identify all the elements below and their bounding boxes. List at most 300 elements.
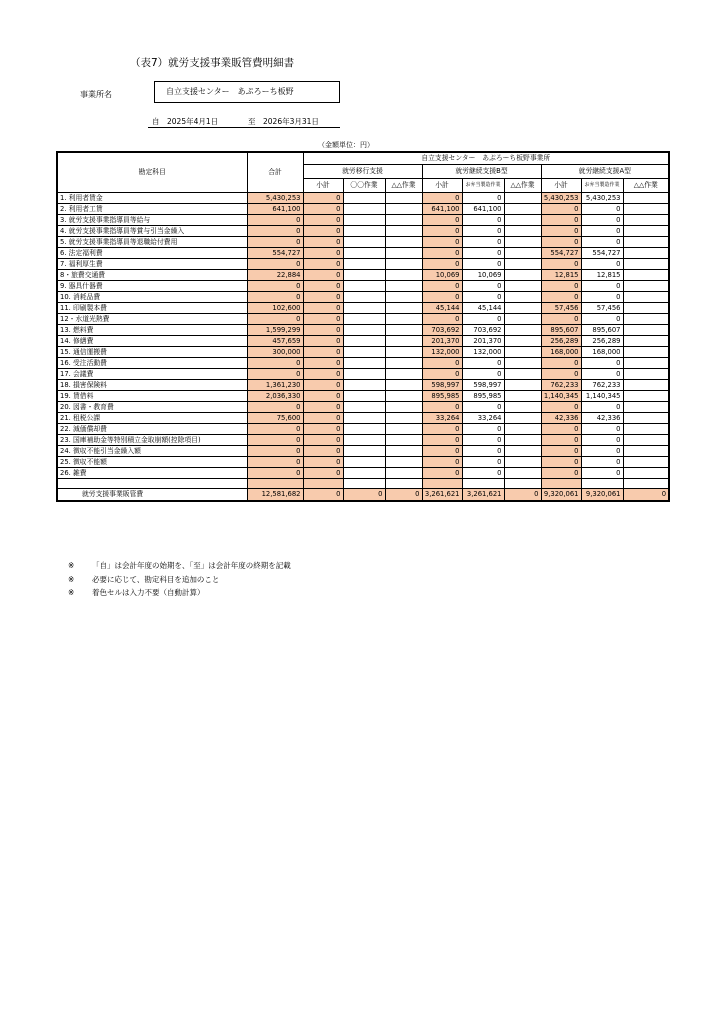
account-name: 24. 徴収不能引当金繰入額 <box>57 445 247 456</box>
type-b-work-2[interactable] <box>504 401 541 412</box>
transition-work-1[interactable] <box>343 346 385 357</box>
type-a-bento[interactable]: 0 <box>581 445 623 456</box>
total-row-transition-work-2: 0 <box>385 488 422 501</box>
type-b-work-2[interactable] <box>504 247 541 258</box>
type-a-work-2[interactable] <box>623 225 669 236</box>
type-a-bento[interactable]: 0 <box>581 236 623 247</box>
transition-work-2[interactable] <box>385 247 422 258</box>
account-name: 16. 受注活動費 <box>57 357 247 368</box>
account-name: 13. 燃料費 <box>57 324 247 335</box>
type-a-subtotal: 0 <box>541 225 581 236</box>
total-row-type-b-work-2: 0 <box>504 488 541 501</box>
type-b-bento[interactable]: 0 <box>462 368 504 379</box>
type-b-bento[interactable]: 132,000 <box>462 346 504 357</box>
header-work: 〇〇作業 <box>343 178 385 192</box>
type-b-subtotal: 45,144 <box>422 302 462 313</box>
transition-work-1[interactable] <box>343 192 385 203</box>
note-mark: ※ <box>68 574 75 584</box>
type-a-work-2[interactable] <box>623 269 669 280</box>
table-row <box>57 247 669 258</box>
note-mark: ※ <box>68 561 75 570</box>
table-row <box>57 346 669 357</box>
type-a-bento[interactable]: 0 <box>581 214 623 225</box>
transition-work-2[interactable] <box>385 357 422 368</box>
table-row <box>57 203 669 214</box>
type-b-bento[interactable]: 0 <box>462 247 504 258</box>
total-row-type-b-subtotal: 3,261,621 <box>422 488 462 501</box>
type-a-bento[interactable]: 0 <box>581 313 623 324</box>
total-value: 457,659 <box>247 335 303 346</box>
header-group-transition: 就労移行支援 <box>303 164 422 178</box>
type-a-bento[interactable]: 895,607 <box>581 324 623 335</box>
type-b-subtotal: 0 <box>422 445 462 456</box>
transition-work-1[interactable] <box>343 379 385 390</box>
account-name: 9. 器具什器費 <box>57 280 247 291</box>
transition-work-1[interactable] <box>343 357 385 368</box>
transition-work-2[interactable] <box>385 346 422 357</box>
header-work: △△作業 <box>504 178 541 192</box>
transition-work-1[interactable] <box>343 324 385 335</box>
type-b-subtotal: 703,692 <box>422 324 462 335</box>
type-a-subtotal: 0 <box>541 313 581 324</box>
type-b-bento[interactable]: 895,985 <box>462 390 504 401</box>
transition-work-2[interactable] <box>385 445 422 456</box>
type-a-work-2[interactable] <box>623 313 669 324</box>
note-text: 必要に応じて、勘定科目を追加のこと <box>92 574 220 584</box>
type-a-work-2[interactable] <box>623 412 669 423</box>
type-b-bento[interactable]: 0 <box>462 445 504 456</box>
blank-cell <box>581 478 623 488</box>
transition-work-1[interactable] <box>343 368 385 379</box>
type-b-work-2[interactable] <box>504 412 541 423</box>
type-a-bento[interactable]: 168,000 <box>581 346 623 357</box>
period-range <box>148 115 340 128</box>
transition-work-2[interactable] <box>385 291 422 302</box>
type-b-work-2[interactable] <box>504 368 541 379</box>
type-b-subtotal: 0 <box>422 313 462 324</box>
transition-work-2[interactable] <box>385 390 422 401</box>
type-b-bento[interactable]: 0 <box>462 357 504 368</box>
transition-subtotal: 0 <box>303 456 343 467</box>
type-b-work-2[interactable] <box>504 269 541 280</box>
type-b-work-2[interactable] <box>504 313 541 324</box>
type-b-subtotal: 201,370 <box>422 335 462 346</box>
account-name: 25. 徴収不能額 <box>57 456 247 467</box>
type-a-bento[interactable]: 0 <box>581 280 623 291</box>
type-a-subtotal: 0 <box>541 467 581 478</box>
type-b-bento[interactable]: 0 <box>462 313 504 324</box>
currency-unit: （金額単位：円） <box>318 141 374 149</box>
type-a-bento[interactable]: 0 <box>581 456 623 467</box>
total-value: 75,600 <box>247 412 303 423</box>
type-b-bento[interactable]: 0 <box>462 467 504 478</box>
type-b-work-2[interactable] <box>504 192 541 203</box>
header-group-type-b: 就労継続支援B型 <box>422 164 541 178</box>
type-b-work-2[interactable] <box>504 203 541 214</box>
table-row <box>57 368 669 379</box>
type-a-subtotal: 256,289 <box>541 335 581 346</box>
type-b-work-2[interactable] <box>504 214 541 225</box>
type-b-work-2[interactable] <box>504 346 541 357</box>
type-b-bento[interactable]: 0 <box>462 258 504 269</box>
transition-work-1[interactable] <box>343 236 385 247</box>
type-a-work-2[interactable] <box>623 390 669 401</box>
type-b-bento[interactable]: 0 <box>462 280 504 291</box>
type-a-subtotal: 895,607 <box>541 324 581 335</box>
type-b-bento[interactable]: 0 <box>462 214 504 225</box>
type-b-subtotal: 0 <box>422 247 462 258</box>
account-name: 12・水道光熱費 <box>57 313 247 324</box>
type-b-bento[interactable]: 0 <box>462 456 504 467</box>
account-name: 1. 利用者賃金 <box>57 192 247 203</box>
type-b-work-2[interactable] <box>504 379 541 390</box>
transition-work-2[interactable] <box>385 368 422 379</box>
transition-subtotal: 0 <box>303 313 343 324</box>
type-b-bento[interactable]: 641,100 <box>462 203 504 214</box>
total-value: 0 <box>247 214 303 225</box>
account-name: 2. 利用者工賃 <box>57 203 247 214</box>
type-b-work-2[interactable] <box>504 434 541 445</box>
type-b-bento[interactable]: 0 <box>462 236 504 247</box>
type-b-work-2[interactable] <box>504 236 541 247</box>
expense-table <box>56 151 670 502</box>
transition-work-1[interactable] <box>343 467 385 478</box>
account-name: 26. 雑費 <box>57 467 247 478</box>
transition-subtotal: 0 <box>303 302 343 313</box>
type-a-work-2[interactable] <box>623 434 669 445</box>
type-a-work-2[interactable] <box>623 346 669 357</box>
type-b-bento[interactable]: 33,264 <box>462 412 504 423</box>
transition-work-2[interactable] <box>385 324 422 335</box>
transition-subtotal: 0 <box>303 258 343 269</box>
transition-subtotal: 0 <box>303 225 343 236</box>
type-a-work-2[interactable] <box>623 236 669 247</box>
transition-work-2[interactable] <box>385 214 422 225</box>
type-a-work-2[interactable] <box>623 324 669 335</box>
type-a-work-2[interactable] <box>623 192 669 203</box>
type-b-work-2[interactable] <box>504 456 541 467</box>
transition-work-2[interactable] <box>385 423 422 434</box>
transition-subtotal: 0 <box>303 280 343 291</box>
account-name: 19. 賃借料 <box>57 390 247 401</box>
total-value: 5,430,253 <box>247 192 303 203</box>
account-name: 18. 損害保険料 <box>57 379 247 390</box>
note-item <box>68 586 291 600</box>
transition-subtotal: 0 <box>303 324 343 335</box>
header-work: △△作業 <box>385 178 422 192</box>
type-b-subtotal: 132,000 <box>422 346 462 357</box>
type-b-subtotal: 0 <box>422 357 462 368</box>
type-b-bento[interactable]: 0 <box>462 423 504 434</box>
total-row-transition-work-1: 0 <box>343 488 385 501</box>
transition-work-2[interactable] <box>385 412 422 423</box>
transition-work-1[interactable] <box>343 412 385 423</box>
blank-cell <box>422 478 462 488</box>
blank-cell <box>343 478 385 488</box>
blank-cell <box>504 478 541 488</box>
type-b-work-2[interactable] <box>504 357 541 368</box>
account-name: 20. 図書・教育費 <box>57 401 247 412</box>
type-a-subtotal: 12,815 <box>541 269 581 280</box>
type-b-bento[interactable]: 703,692 <box>462 324 504 335</box>
header-subtotal: 小計 <box>422 178 462 192</box>
type-a-work-2[interactable] <box>623 335 669 346</box>
blank-row <box>57 478 669 488</box>
transition-work-1[interactable] <box>343 203 385 214</box>
type-a-subtotal: 0 <box>541 258 581 269</box>
account-name: 4. 就労支援事業指導員等賞与引当金繰入 <box>57 225 247 236</box>
table-row <box>57 379 669 390</box>
type-a-work-2[interactable] <box>623 423 669 434</box>
transition-work-1[interactable] <box>343 335 385 346</box>
table-row <box>57 269 669 280</box>
type-b-subtotal: 0 <box>422 236 462 247</box>
type-b-bento[interactable]: 0 <box>462 225 504 236</box>
transition-subtotal: 0 <box>303 412 343 423</box>
type-a-subtotal: 0 <box>541 291 581 302</box>
type-a-bento[interactable]: 1,140,345 <box>581 390 623 401</box>
type-b-bento[interactable]: 45,144 <box>462 302 504 313</box>
transition-work-2[interactable] <box>385 313 422 324</box>
account-name: 17. 会議費 <box>57 368 247 379</box>
type-b-subtotal: 0 <box>422 368 462 379</box>
type-b-bento[interactable]: 0 <box>462 401 504 412</box>
blank-cell <box>462 478 504 488</box>
header-group-type-a: 就労継続支援A型 <box>541 164 669 178</box>
transition-work-2[interactable] <box>385 236 422 247</box>
type-a-work-2[interactable] <box>623 467 669 478</box>
type-b-subtotal: 0 <box>422 258 462 269</box>
type-a-bento[interactable]: 762,233 <box>581 379 623 390</box>
transition-work-1[interactable] <box>343 280 385 291</box>
type-b-subtotal: 0 <box>422 291 462 302</box>
blank-cell <box>541 478 581 488</box>
transition-work-1[interactable] <box>343 423 385 434</box>
transition-work-2[interactable] <box>385 269 422 280</box>
transition-work-2[interactable] <box>385 192 422 203</box>
total-value: 554,727 <box>247 247 303 258</box>
office-label: 事業所名 <box>80 90 112 99</box>
table-row <box>57 291 669 302</box>
total-value: 0 <box>247 313 303 324</box>
type-b-work-2[interactable] <box>504 302 541 313</box>
type-a-bento[interactable]: 0 <box>581 368 623 379</box>
transition-work-1[interactable] <box>343 247 385 258</box>
header-facility: 自立支援センター あぷろーち板野事業所 <box>303 152 669 164</box>
type-a-work-2[interactable] <box>623 214 669 225</box>
total-value: 0 <box>247 357 303 368</box>
total-value: 102,600 <box>247 302 303 313</box>
account-name: 14. 修繕費 <box>57 335 247 346</box>
type-b-work-2[interactable] <box>504 280 541 291</box>
type-a-work-2[interactable] <box>623 379 669 390</box>
table-row <box>57 434 669 445</box>
transition-work-1[interactable] <box>343 269 385 280</box>
transition-subtotal: 0 <box>303 214 343 225</box>
type-b-bento[interactable]: 0 <box>462 192 504 203</box>
total-value: 0 <box>247 258 303 269</box>
office-name-field[interactable]: 自立支援センター あぷろーち板野 <box>154 81 340 103</box>
type-a-subtotal: 42,336 <box>541 412 581 423</box>
type-a-subtotal: 0 <box>541 236 581 247</box>
account-name: 10. 消耗品費 <box>57 291 247 302</box>
type-a-bento[interactable]: 0 <box>581 258 623 269</box>
type-b-subtotal: 0 <box>422 467 462 478</box>
type-a-subtotal: 0 <box>541 368 581 379</box>
type-b-work-2[interactable] <box>504 291 541 302</box>
type-a-bento[interactable]: 12,815 <box>581 269 623 280</box>
transition-work-2[interactable] <box>385 456 422 467</box>
transition-work-1[interactable] <box>343 401 385 412</box>
transition-work-1[interactable] <box>343 258 385 269</box>
type-a-bento[interactable]: 0 <box>581 203 623 214</box>
type-a-bento[interactable]: 256,289 <box>581 335 623 346</box>
type-a-subtotal: 0 <box>541 203 581 214</box>
transition-work-2[interactable] <box>385 203 422 214</box>
account-name: 7. 福利厚生費 <box>57 258 247 269</box>
type-b-bento[interactable]: 10,069 <box>462 269 504 280</box>
type-a-bento[interactable]: 0 <box>581 225 623 236</box>
header-subtotal: 小計 <box>303 178 343 192</box>
table-row <box>57 467 669 478</box>
type-a-bento[interactable]: 0 <box>581 434 623 445</box>
header-subtotal: 小計 <box>541 178 581 192</box>
type-b-subtotal: 0 <box>422 214 462 225</box>
transition-work-2[interactable] <box>385 302 422 313</box>
type-a-work-2[interactable] <box>623 445 669 456</box>
type-a-bento[interactable]: 554,727 <box>581 247 623 258</box>
account-name: 8・旅費交通費 <box>57 269 247 280</box>
type-a-work-2[interactable] <box>623 401 669 412</box>
total-value: 1,361,230 <box>247 379 303 390</box>
note-text: 「自」は会計年度の始期を、「至」は会計年度の終期を記載 <box>92 561 291 570</box>
table-row <box>57 225 669 236</box>
table-row <box>57 335 669 346</box>
type-b-work-2[interactable] <box>504 225 541 236</box>
type-a-work-2[interactable] <box>623 280 669 291</box>
transition-work-2[interactable] <box>385 258 422 269</box>
type-a-work-2[interactable] <box>623 302 669 313</box>
period-to: 至 2026年3月31日 <box>248 117 319 126</box>
total-row-type-a-subtotal: 9,320,061 <box>541 488 581 501</box>
type-b-subtotal: 10,069 <box>422 269 462 280</box>
type-b-work-2[interactable] <box>504 423 541 434</box>
type-a-bento[interactable]: 0 <box>581 401 623 412</box>
type-b-work-2[interactable] <box>504 390 541 401</box>
table-row <box>57 258 669 269</box>
note-item <box>68 559 291 573</box>
total-row-type-a-work-2: 0 <box>623 488 669 501</box>
table-row <box>57 302 669 313</box>
type-a-bento[interactable]: 57,456 <box>581 302 623 313</box>
type-a-work-2[interactable] <box>623 258 669 269</box>
type-b-bento[interactable]: 0 <box>462 291 504 302</box>
type-a-work-2[interactable] <box>623 247 669 258</box>
type-b-bento[interactable]: 0 <box>462 434 504 445</box>
note-mark: ※ <box>68 588 75 597</box>
transition-subtotal: 0 <box>303 467 343 478</box>
type-b-bento[interactable]: 201,370 <box>462 335 504 346</box>
type-a-bento[interactable]: 0 <box>581 357 623 368</box>
period-from: 自 2025年4月1日 <box>152 117 219 126</box>
type-a-bento[interactable]: 42,336 <box>581 412 623 423</box>
type-a-subtotal: 0 <box>541 214 581 225</box>
type-a-work-2[interactable] <box>623 368 669 379</box>
transition-work-2[interactable] <box>385 280 422 291</box>
transition-work-1[interactable] <box>343 456 385 467</box>
table-row <box>57 192 669 203</box>
transition-work-1[interactable] <box>343 214 385 225</box>
page-title: （表7）就労支援事業販管費明細書 <box>130 57 295 69</box>
note-text: 着色セルは入力不要（自動計算） <box>92 588 205 597</box>
transition-subtotal: 0 <box>303 192 343 203</box>
type-b-bento[interactable]: 598,997 <box>462 379 504 390</box>
transition-subtotal: 0 <box>303 401 343 412</box>
transition-work-1[interactable] <box>343 291 385 302</box>
type-a-work-2[interactable] <box>623 357 669 368</box>
transition-subtotal: 0 <box>303 379 343 390</box>
table-row <box>57 357 669 368</box>
type-a-subtotal: 0 <box>541 357 581 368</box>
type-a-subtotal: 5,430,253 <box>541 192 581 203</box>
type-b-work-2[interactable] <box>504 445 541 456</box>
type-a-subtotal: 0 <box>541 401 581 412</box>
total-value: 0 <box>247 280 303 291</box>
blank-cell <box>623 478 669 488</box>
transition-work-2[interactable] <box>385 401 422 412</box>
total-row-total: 12,581,682 <box>247 488 303 501</box>
table-row <box>57 445 669 456</box>
transition-work-2[interactable] <box>385 335 422 346</box>
transition-work-2[interactable] <box>385 225 422 236</box>
transition-work-1[interactable] <box>343 390 385 401</box>
type-b-work-2[interactable] <box>504 324 541 335</box>
transition-work-1[interactable] <box>343 434 385 445</box>
total-row-label: 就労支援事業販管費 <box>57 488 247 501</box>
transition-subtotal: 0 <box>303 368 343 379</box>
transition-subtotal: 0 <box>303 390 343 401</box>
type-b-work-2[interactable] <box>504 335 541 346</box>
header-account: 勘定科目 <box>57 152 247 192</box>
type-a-bento[interactable]: 0 <box>581 291 623 302</box>
total-value: 0 <box>247 434 303 445</box>
blank-cell <box>57 478 247 488</box>
type-b-work-2[interactable] <box>504 467 541 478</box>
type-a-work-2[interactable] <box>623 291 669 302</box>
type-a-work-2[interactable] <box>623 203 669 214</box>
transition-subtotal: 0 <box>303 434 343 445</box>
table-row <box>57 423 669 434</box>
transition-subtotal: 0 <box>303 445 343 456</box>
transition-work-2[interactable] <box>385 467 422 478</box>
transition-work-1[interactable] <box>343 225 385 236</box>
transition-work-1[interactable] <box>343 302 385 313</box>
table-row <box>57 280 669 291</box>
total-value: 0 <box>247 445 303 456</box>
total-value: 0 <box>247 368 303 379</box>
type-b-work-2[interactable] <box>504 258 541 269</box>
transition-work-2[interactable] <box>385 379 422 390</box>
total-row-transition-subtotal: 0 <box>303 488 343 501</box>
transition-work-2[interactable] <box>385 434 422 445</box>
account-name: 3. 就労支援事業指導員等給与 <box>57 214 247 225</box>
type-a-bento[interactable]: 0 <box>581 467 623 478</box>
transition-work-1[interactable] <box>343 445 385 456</box>
transition-work-1[interactable] <box>343 313 385 324</box>
type-a-bento[interactable]: 5,430,253 <box>581 192 623 203</box>
type-a-bento[interactable]: 0 <box>581 423 623 434</box>
type-a-work-2[interactable] <box>623 456 669 467</box>
